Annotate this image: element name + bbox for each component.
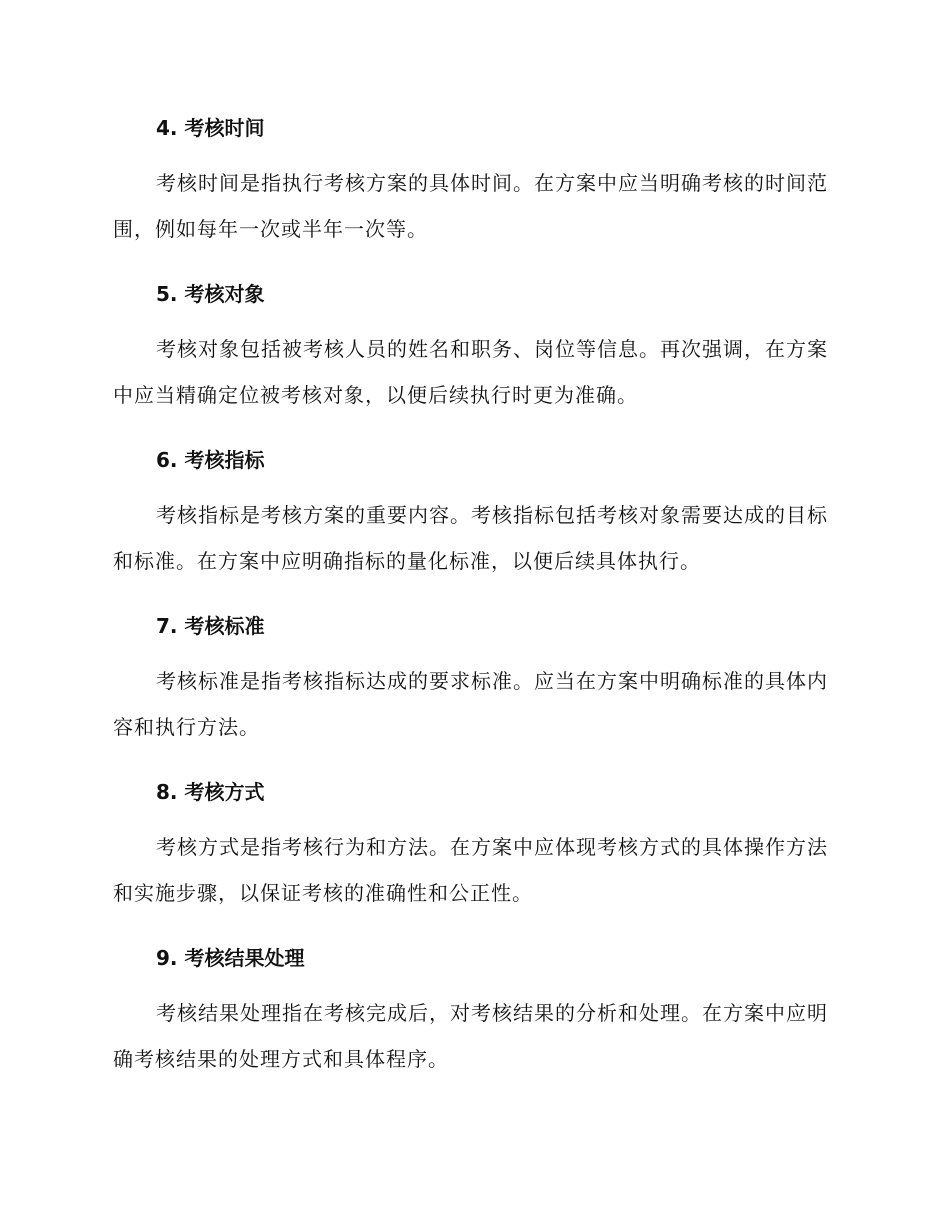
section-heading: 9. 考核结果处理	[156, 946, 305, 970]
section-heading: 8. 考核方式	[156, 780, 265, 804]
section-exam-indicators	[113, 440, 835, 584]
section-exam-time	[113, 108, 835, 252]
section-exam-method	[113, 772, 835, 916]
section-paragraph: 考核方式是指考核行为和方法。在方案中应体现考核方式的具体操作方法和实施步骤，以保证考核的准确性和公正性。	[113, 835, 828, 905]
section-paragraph: 考核结果处理指在考核完成后，对考核结果的分析和处理。在方案中应明确考核结果的处理方式和具体程序。	[113, 1001, 828, 1071]
section-result-handling	[113, 938, 835, 1082]
section-exam-standards	[113, 606, 835, 750]
section-heading: 4. 考核时间	[156, 116, 265, 140]
section-heading: 7. 考核标准	[156, 614, 265, 638]
section-paragraph: 考核指标是考核方案的重要内容。考核指标包括考核对象需要达成的目标和标准。在方案中应明确指标的量化标准，以便后续具体执行。	[113, 503, 828, 573]
section-paragraph: 考核对象包括被考核人员的姓名和职务、岗位等信息。再次强调，在方案中应当精确定位被考核对象，以便后续执行时更为准确。	[113, 337, 828, 407]
section-paragraph: 考核时间是指执行考核方案的具体时间。在方案中应当明确考核的时间范围，例如每年一次或半年一次等。	[113, 171, 828, 241]
section-heading: 5. 考核对象	[156, 282, 265, 306]
document-content	[113, 108, 835, 1082]
section-heading: 6. 考核指标	[156, 448, 265, 472]
section-exam-target	[113, 274, 835, 418]
section-paragraph: 考核标准是指考核指标达成的要求标准。应当在方案中明确标准的具体内容和执行方法。	[113, 669, 828, 739]
